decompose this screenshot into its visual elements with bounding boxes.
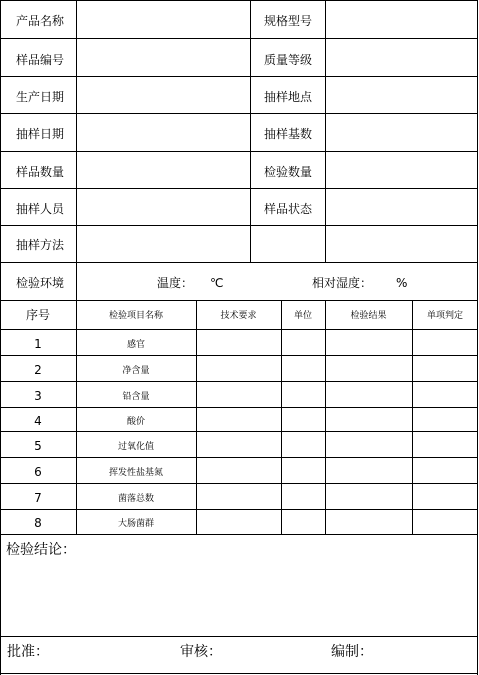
header-item-name: 检验项目名称 [108,311,163,321]
info-left-label: 样品编号 [16,53,65,67]
environment-label: 检验环境 [16,276,65,290]
test-row-divider [0,431,478,432]
info-left-label: 产品名称 [16,14,65,28]
info-row-divider [0,113,478,114]
row-item-name: 大肠菌群 [117,519,154,529]
temperature-unit: ℃ [210,276,224,290]
info-row-divider [0,262,478,263]
info-row-divider [0,38,478,39]
info-row-divider [0,76,478,77]
temperature-label: 温度： [157,276,194,290]
test-row-divider [0,509,478,510]
test-table-bottom [0,534,478,535]
test-col-divider [325,300,326,534]
info-right-label: 质量等级 [264,53,313,67]
test-col-divider [412,300,413,534]
row-item-name: 过氧化值 [117,442,154,452]
border-top [0,0,478,1]
row-number: 7 [34,491,42,505]
humidity-label: 相对湿度： [312,276,373,290]
test-row-divider [0,407,478,408]
header-unit: 单位 [293,311,312,321]
info-row-divider [0,151,478,152]
conclusion-label: 检验结论： [6,542,76,558]
row-number: 8 [34,516,42,530]
info-left-label: 样品数量 [16,165,65,179]
row-number: 6 [34,465,42,479]
header-judgement: 单项判定 [426,311,463,321]
row-number: 4 [34,414,42,428]
info-left-label: 抽样方法 [16,238,65,252]
info-right-label: 抽样基数 [264,127,313,141]
test-row-divider [0,483,478,484]
info-col-divider [325,0,326,262]
prepare-label: 编制： [331,644,373,660]
row-number: 3 [34,389,42,403]
test-col-divider [196,300,197,534]
header-no: 序号 [25,308,50,322]
info-right-label: 抽样地点 [264,90,313,104]
approve-label: 批准： [7,644,49,660]
row-number: 1 [34,337,42,351]
info-right-label: 检验数量 [264,165,313,179]
info-left-label: 抽样人员 [16,202,65,216]
border-bottom [0,673,478,674]
info-col-divider [76,0,77,300]
info-row-divider [0,188,478,189]
info-right-label: 规格型号 [264,14,313,28]
info-left-label: 生产日期 [16,90,65,104]
row-item-name: 菌落总数 [117,494,154,504]
row-item-name: 感官 [126,340,145,350]
humidity-unit: % [396,276,408,290]
row-item-name: 铅含量 [122,392,150,402]
review-label: 审核： [180,644,222,660]
test-col-divider [281,300,282,534]
info-right-label: 样品状态 [264,202,313,216]
test-row-divider [0,329,478,330]
header-requirement: 技术要求 [220,311,257,321]
test-row-divider [0,381,478,382]
test-row-divider [0,355,478,356]
row-item-name: 酸价 [126,417,145,427]
row-item-name: 挥发性盐基氮 [108,468,163,478]
conclusion-divider [0,636,478,637]
env-row-divider [0,300,478,301]
info-left-label: 抽样日期 [16,127,65,141]
header-result: 检验结果 [350,311,387,321]
border-right [477,0,478,675]
row-item-name: 净含量 [122,366,150,376]
info-row-divider [0,225,478,226]
row-number: 2 [34,363,42,377]
test-row-divider [0,457,478,458]
info-col-divider [250,0,251,262]
row-number: 5 [34,439,42,453]
